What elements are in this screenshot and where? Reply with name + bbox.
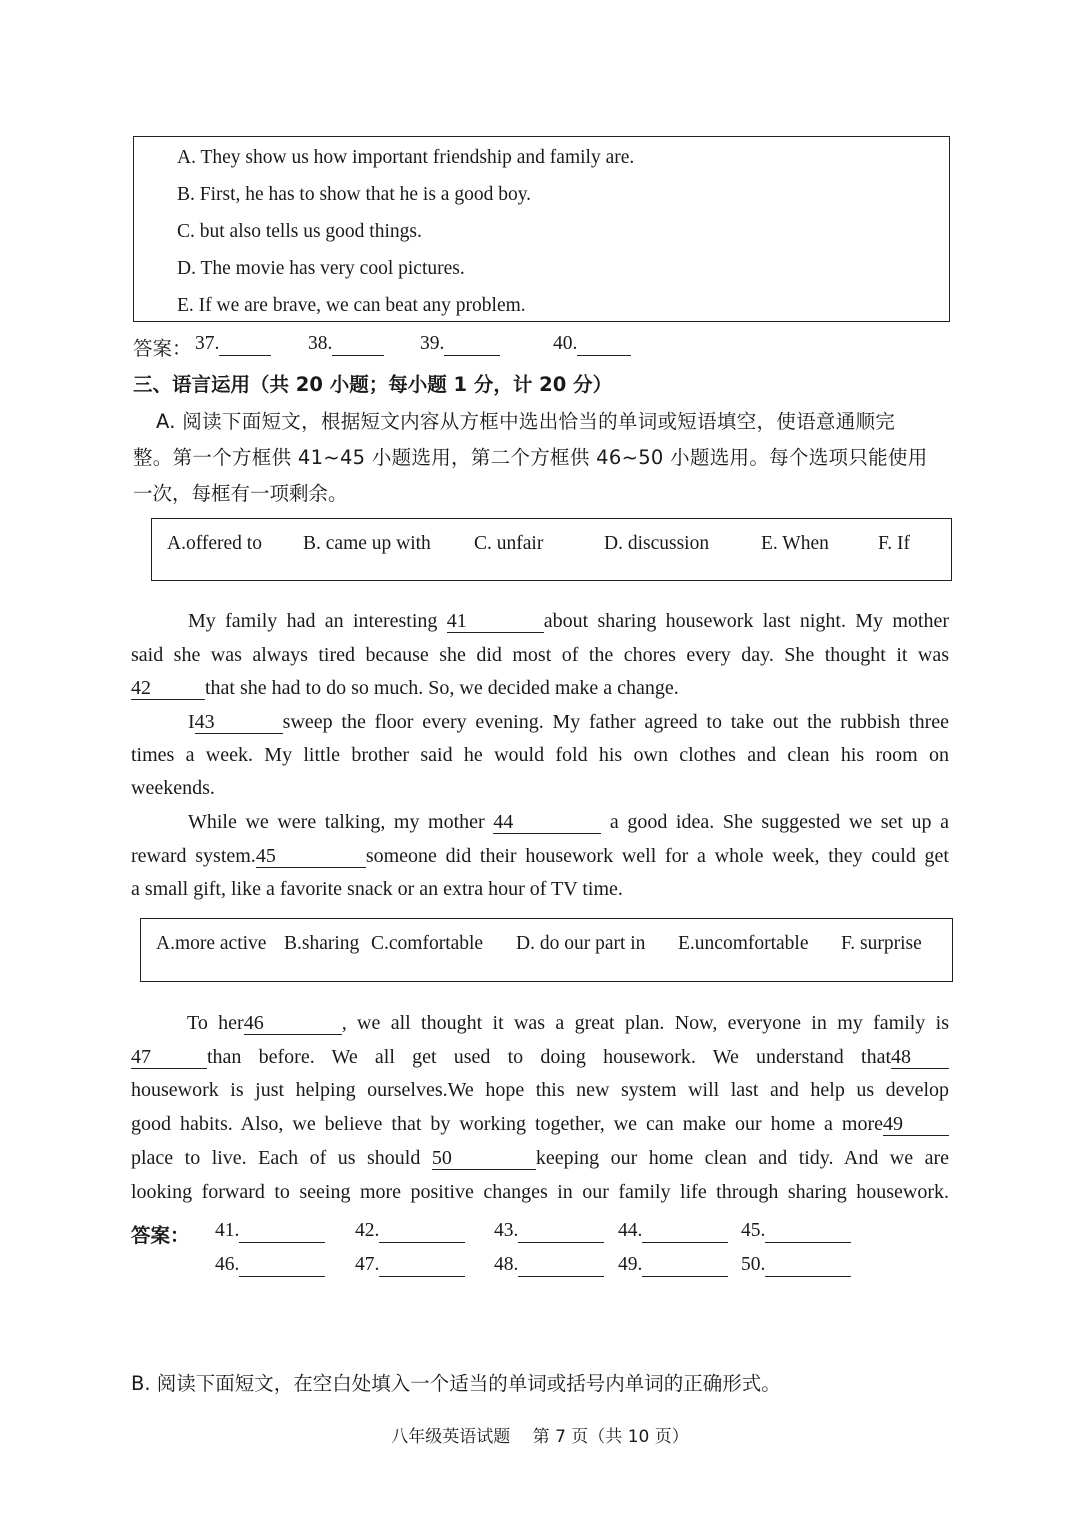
option-d: D. The movie has very cool pictures. — [177, 258, 465, 279]
passage1-line-4: I43 sweep the floor every evening. My father agreed to take out the rubbish three — [188, 711, 949, 733]
answer-50[interactable]: 50. — [741, 1254, 851, 1277]
word-box-2 — [140, 918, 953, 982]
blank-49[interactable]: 49 — [883, 1113, 949, 1136]
box2-option-c: C.comfortable — [371, 933, 484, 954]
page-footer: 八年级英语试题 第 7 页（共 10 页） — [391, 1427, 689, 1447]
passage2-line-2: 47 than before. We all get used to doing housework. We understand that48 — [131, 1046, 949, 1069]
passage2-line-1: To her46 , we all thought it was a great plan. Now, everyone in my family is — [187, 1012, 949, 1034]
box1-option-d: D. discussion — [604, 533, 710, 554]
answer-37[interactable]: 37. — [195, 333, 271, 356]
answer-46[interactable]: 46. — [215, 1254, 325, 1277]
box2-option-e: E.uncomfortable — [678, 933, 809, 954]
answer-38[interactable]: 38. — [308, 333, 384, 356]
box2-option-d: D. do our part in — [516, 933, 646, 954]
instruction-line-1: A. 阅读下面短文，根据短文内容从方框中选出恰当的单词或短语填空，使语意通顺完 — [156, 410, 896, 433]
answers-top — [133, 333, 693, 361]
passage1-line-2: said she was always tired because she did most of the chores every day. She thought it was — [131, 644, 949, 666]
passage2-line-4: good habits. Also, we believe that by working together, we can make our home a more49 — [131, 1113, 949, 1136]
box1-option-b: B. came up with — [303, 533, 431, 554]
blank-41[interactable]: 41 — [447, 610, 544, 633]
blank-43[interactable]: 43 — [195, 711, 283, 734]
section-b-instruction: B. 阅读下面短文，在空白处填入一个适当的单词或括号内单词的正确形式。 — [131, 1372, 781, 1395]
blank-46[interactable]: 46 — [244, 1012, 342, 1035]
answer-41[interactable]: 41. — [215, 1220, 325, 1243]
passage1-line-6: weekends. — [131, 777, 215, 799]
word-box-1 — [151, 518, 952, 581]
option-c: C. but also tells us good things. — [177, 221, 422, 242]
box2-option-b: B.sharing — [284, 933, 360, 954]
answer-49[interactable]: 49. — [618, 1254, 728, 1277]
option-e: E. If we are brave, we can beat any problem. — [177, 295, 526, 316]
instruction-line-2: 整。第一个方框供 41~45 小题选用，第二个方框供 46~50 小题选用。每个选项只能使用 — [133, 446, 928, 469]
box1-option-c: C. unfair — [474, 533, 544, 554]
section-heading: 三、语言运用（共 20 小题；每小题 1 分，计 20 分） — [133, 373, 613, 396]
answer-42[interactable]: 42. — [355, 1220, 465, 1243]
passage1-line-1: My family had an interesting 41 about sharing housework last night. My mother — [188, 610, 949, 632]
passage1-line-5: times a week. My little brother said he would fold his own clothes and clean his room on — [131, 744, 949, 766]
option-a: A. They show us how important friendship and family are. — [177, 147, 635, 168]
passage2-line-5: place to live. Each of us should 50 keeping our home clean and tidy. And we are — [131, 1147, 950, 1169]
answer-48[interactable]: 48. — [494, 1254, 604, 1277]
blank-45[interactable]: 45 — [256, 845, 366, 868]
blank-50[interactable]: 50 — [432, 1147, 536, 1170]
blank-42[interactable]: 42 — [131, 677, 205, 700]
answer-45[interactable]: 45. — [741, 1220, 851, 1243]
passage1-line-7: While we were talking, my mother 44 a good idea. She suggested we set up a — [188, 811, 950, 833]
answers-label: 答案： — [133, 337, 192, 360]
box1-option-f: F. If — [878, 533, 911, 554]
box2-option-f: F. surprise — [841, 933, 922, 954]
answers-bottom — [131, 1220, 871, 1286]
box1-option-e: E. When — [761, 533, 829, 554]
passage1-line-8: reward system.45 someone did their housework well for a whole week, they could get — [131, 845, 949, 867]
answer-39[interactable]: 39. — [420, 333, 500, 356]
blank-48[interactable]: 48 — [891, 1046, 949, 1069]
passage2-line-6: looking forward to seeing more positive changes in our family life through sharing housework. — [131, 1181, 949, 1203]
instruction-line-3: 一次，每框有一项剩余。 — [133, 482, 348, 505]
answer-47[interactable]: 47. — [355, 1254, 465, 1277]
passage1-line-9: a small gift, like a favorite snack or an extra hour of TV time. — [131, 878, 623, 900]
blank-47[interactable]: 47 — [131, 1046, 207, 1069]
passage1-line-3: 42 that she had to do so much. So, we decided make a change. — [131, 677, 679, 699]
answer-43[interactable]: 43. — [494, 1220, 604, 1243]
option-b: B. First, he has to show that he is a good boy. — [177, 184, 532, 205]
answer-44[interactable]: 44. — [618, 1220, 728, 1243]
box1-option-a: A.offered to — [167, 533, 262, 554]
passage2-line-3: housework is just helping ourselves.We hope this new system will last and help us develop — [131, 1079, 949, 1101]
blank-44[interactable]: 44 — [493, 811, 601, 834]
answer-40[interactable]: 40. — [553, 333, 631, 356]
box2-option-a: A.more active — [156, 933, 267, 954]
answers-bottom-label: 答案： — [131, 1224, 190, 1247]
